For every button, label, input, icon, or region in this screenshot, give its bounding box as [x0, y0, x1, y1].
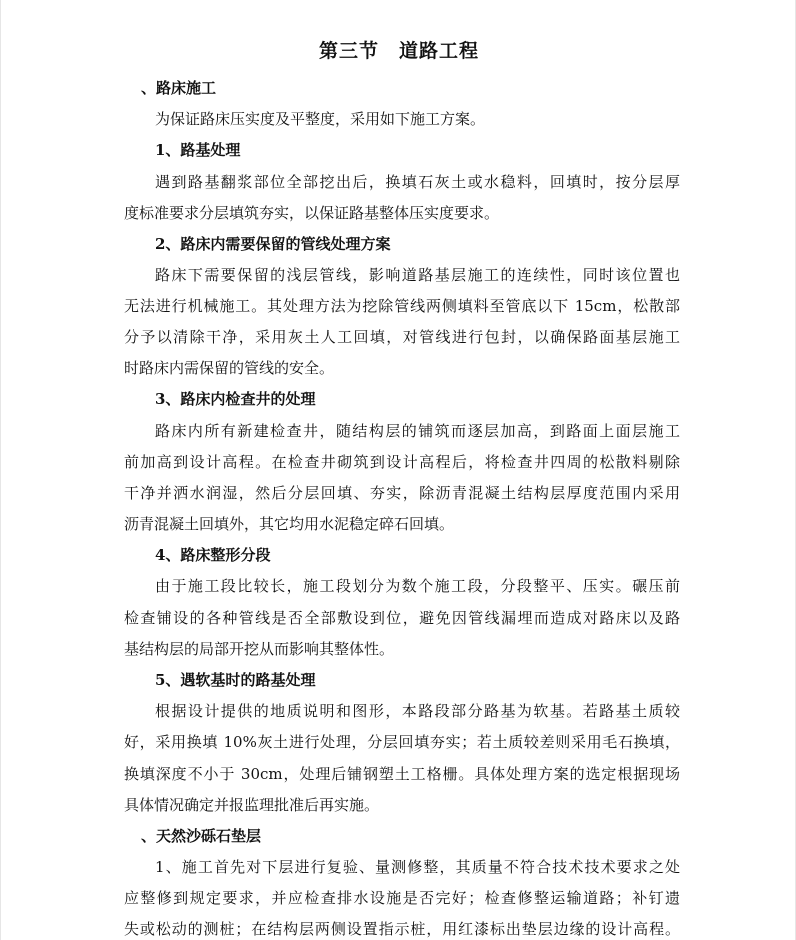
paragraph-line: 基结构层的局部开挖从而影响其整体性。: [124, 640, 395, 658]
paragraph-line: 遇到路基翻浆部位全部挖出后，换填石灰土或水稳料，回填时，按分层厚: [155, 173, 680, 191]
paragraph-line: 沥青混凝土回填外，其它均用水泥稳定碎石回填。: [124, 515, 455, 533]
paragraph-line: 分予以清除干净，采用灰土人工回填，对管线进行包封，以确保路面基层施工: [124, 328, 680, 346]
paragraph-line: 根据设计提供的地质说明和图形，本路段部分路基为软基。若路基土质较: [155, 702, 680, 720]
item5-heading: 5、遇软基时的路基处理: [155, 671, 316, 689]
item4-heading: 4、路床整形分段: [155, 546, 271, 564]
item1-heading: 1、路基处理: [155, 141, 241, 159]
paragraph-line: 1、施工首先对下层进行复验、量测修整，其质量不符合技术技术要求之处: [155, 858, 680, 876]
paragraph-line: 路床下需要保留的浅层管线，影响道路基层施工的连续性，同时该位置也: [155, 266, 680, 284]
paragraph-line: 好，采用换填 10%灰土进行处理，分层回填夯实；若土质较差则采用毛石换填，: [124, 733, 680, 751]
paragraph-line: 由于施工段比较长，施工段划分为数个施工段，分段整平、压实。碾压前: [155, 577, 680, 595]
paragraph-line: 检查铺设的各种管线是否全部敷设到位，避免因管线漏埋而造成对路床以及路: [124, 609, 680, 627]
paragraph-line: 无法进行机械施工。其处理方法为挖除管线两侧填料至管底以下 15cm，松散部: [124, 297, 680, 315]
paragraph-line: 前加高到设计高程。在检查井砌筑到设计高程后，将检查井四周的松散料剔除: [124, 453, 680, 471]
paragraph-line: 具体情况确定并报监理批准后再实施。: [124, 796, 380, 814]
subsection-heading-roadbed: 、路床施工: [141, 79, 217, 97]
paragraph-line: 失或松动的测桩；在结构层两侧设置指示桩，用红漆标出垫层边缘的设计高程。: [124, 920, 680, 938]
item2-heading: 2、路床内需要保留的管线处理方案: [155, 235, 391, 253]
item3-heading: 3、路床内检查井的处理: [155, 390, 316, 408]
intro-paragraph: 为保证路床压实度及平整度，采用如下施工方案。: [155, 110, 486, 128]
paragraph-line: 路床内所有新建检查井，随结构层的铺筑而逐层加高，到路面上面层施工: [155, 422, 680, 440]
paragraph-line: 度标准要求分层填筑夯实，以保证路基整体压实度要求。: [124, 204, 500, 222]
paragraph-line: 换填深度不小于 30cm，处理后铺钢塑土工格栅。具体处理方案的选定根据现场: [124, 765, 680, 783]
paragraph-line: 时路床内需保留的管线的安全。: [124, 359, 335, 377]
section-title: 第三节 道路工程: [318, 40, 479, 62]
paragraph-line: 应整修到规定要求，并应检查排水设施是否完好；检查修整运输道路；补钉遗: [124, 889, 680, 907]
subsection-heading-gravel: 、天然沙砾石垫层: [141, 827, 262, 845]
paragraph-line: 干净并洒水润湿，然后分层回填、夯实，除沥青混凝土结构层厚度范围内采用: [124, 484, 680, 502]
